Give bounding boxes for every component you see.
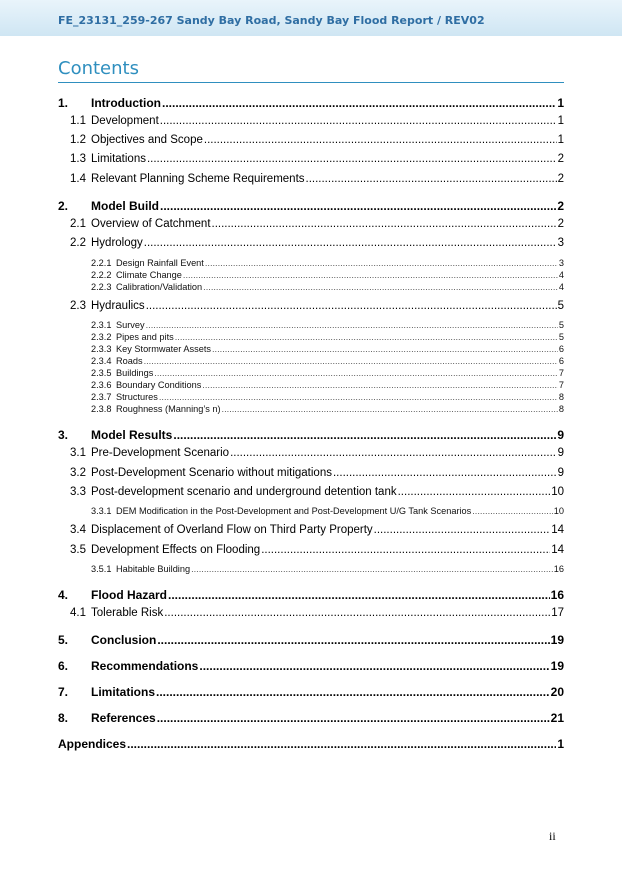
toc-entry[interactable] [70, 173, 564, 185]
toc-dot-leader [168, 588, 550, 602]
toc-entry-page: 2 [557, 153, 564, 165]
toc-entry-number: 3.3.1 [91, 506, 112, 516]
toc-entry-number: 1.3 [70, 153, 86, 165]
toc-entry-label: Overview of Catchment [91, 218, 211, 230]
toc-entry-label: Hydraulics [91, 300, 145, 312]
toc-dot-leader [374, 524, 551, 536]
toc-entry-number: 1.4 [70, 173, 86, 185]
toc-entry-number: 2.2.1 [91, 258, 112, 268]
toc-dot-leader [144, 356, 558, 366]
toc-dot-leader [162, 96, 556, 110]
toc-entry-number: 1.1 [70, 115, 86, 127]
toc-entry-label: Post-Development Scenario without mitigations [91, 467, 332, 479]
toc-entry[interactable] [58, 96, 564, 110]
toc-dot-leader [159, 392, 558, 402]
toc-entry[interactable] [70, 607, 564, 619]
toc-entry[interactable] [58, 588, 564, 602]
toc-entry[interactable] [91, 564, 564, 574]
toc-dot-leader [157, 711, 550, 725]
toc-entry-label: DEM Modification in the Post-Development and Post-Development U/G Tank Scenarios [116, 506, 472, 516]
toc-entry-number: 2.2.3 [91, 282, 112, 292]
toc-entry-label: Buildings [116, 368, 154, 378]
toc-entry[interactable] [91, 270, 564, 280]
toc-dot-leader [147, 153, 557, 165]
toc-entry[interactable] [70, 218, 564, 230]
toc-entry-number: 2.3.2 [91, 332, 112, 342]
toc-entry-label: Displacement of Overland Flow on Third Party Property [91, 524, 373, 536]
toc-entry-number: 4.1 [70, 607, 86, 619]
toc-entry-page: 2 [557, 199, 564, 213]
toc-entry-number: 7. [58, 685, 69, 699]
toc-entry-page: 19 [550, 633, 564, 647]
toc-entry[interactable] [70, 115, 564, 127]
toc-dot-leader [191, 564, 553, 574]
toc-dot-leader [154, 368, 558, 378]
toc-entry[interactable] [58, 199, 564, 213]
toc-entry[interactable] [91, 392, 564, 402]
toc-entry-number: 2.3.7 [91, 392, 112, 402]
toc-entry-page: 7 [558, 380, 564, 390]
toc-entry[interactable] [70, 544, 564, 556]
toc-entry[interactable] [91, 404, 564, 414]
toc-dot-leader [156, 685, 550, 699]
toc-entry-page: 21 [550, 711, 564, 725]
toc-entry-label: References [91, 711, 156, 725]
toc-dot-leader [212, 218, 557, 230]
toc-entry-page: 9 [557, 467, 564, 479]
toc-entry-label: Tolerable Risk [91, 607, 164, 619]
page-number: ii [549, 829, 556, 843]
toc-entry-page: 19 [550, 659, 564, 673]
toc-dot-leader [212, 344, 558, 354]
toc-entry-label: Structures [116, 392, 158, 402]
toc-entry-number: 3.5 [70, 544, 86, 556]
toc-entry-number: 3.4 [70, 524, 86, 536]
toc-dot-leader [146, 320, 558, 330]
toc-dot-leader [472, 506, 553, 516]
toc-dot-leader [160, 199, 556, 213]
toc-entry-label: Model Results [91, 428, 173, 442]
toc-entry-label: Pre-Development Scenario [91, 447, 230, 459]
toc-entry-page: 10 [551, 486, 564, 498]
toc-entry[interactable] [58, 685, 564, 699]
toc-entry[interactable] [70, 524, 564, 536]
toc-entry-label: Boundary Conditions [116, 380, 202, 390]
toc-entry-number: 2.3.5 [91, 368, 112, 378]
toc-entry-page: 16 [550, 588, 564, 602]
toc-entry-label: Development Effects on Flooding [91, 544, 261, 556]
toc-entry[interactable] [70, 447, 564, 459]
toc-entry-label: Hydrology [91, 237, 143, 249]
toc-entry-page: 6 [558, 344, 564, 354]
toc-entry-label: Flood Hazard [91, 588, 168, 602]
toc-entry-number: 2.1 [70, 218, 86, 230]
toc-entry[interactable] [70, 300, 564, 312]
toc-entry-label: Model Build [91, 199, 159, 213]
toc-entry-page: 14 [551, 524, 564, 536]
toc-entry-label: Objectives and Scope [91, 134, 203, 146]
toc-entry-page: 1 [557, 737, 564, 751]
toc-entry[interactable] [91, 258, 564, 268]
toc-dot-leader [199, 659, 549, 673]
toc-entry-page: 20 [550, 685, 564, 699]
toc-entry-number: 3.5.1 [91, 564, 112, 574]
toc-entry-number: 2.3.1 [91, 320, 112, 330]
toc-entry-number: 1. [58, 96, 69, 110]
toc-entry-number: 2.3.4 [91, 356, 112, 366]
toc-entry-page: 1 [557, 134, 564, 146]
toc-entry-label: Conclusion [91, 633, 157, 647]
toc-entry-number: 2.2 [70, 237, 86, 249]
toc-entry-number: 3. [58, 428, 69, 442]
toc-entry[interactable] [58, 711, 564, 725]
toc-entry-label: Survey [116, 320, 145, 330]
toc-entry[interactable] [70, 134, 564, 146]
toc-dot-leader [173, 428, 556, 442]
toc-entry-page: 5 [557, 300, 564, 312]
toc-entry-label: Limitations [91, 153, 146, 165]
toc-entry[interactable] [91, 380, 564, 390]
toc-entry[interactable] [91, 356, 564, 366]
toc-entry-page: 4 [558, 270, 564, 280]
toc-entry[interactable] [91, 320, 564, 330]
toc-dot-leader [205, 258, 558, 268]
toc-entry-page: 5 [558, 320, 564, 330]
toc-dot-leader [160, 115, 557, 127]
toc-entry[interactable] [70, 237, 564, 249]
toc-entry-page: 3 [558, 258, 564, 268]
toc-dot-leader [333, 467, 557, 479]
toc-entry-page: 2 [557, 218, 564, 230]
toc-entry[interactable] [58, 737, 564, 751]
toc-entry-number: 4. [58, 588, 69, 602]
toc-entry-page: 5 [558, 332, 564, 342]
toc-dot-leader [183, 270, 558, 280]
toc-dot-leader [398, 486, 551, 498]
toc-entry-number: 3.1 [70, 447, 86, 459]
toc-entry-label: Limitations [91, 685, 156, 699]
contents-heading: Contents [58, 58, 139, 79]
toc-entry[interactable] [91, 332, 564, 342]
toc-dot-leader [157, 633, 549, 647]
toc-entry[interactable] [91, 344, 564, 354]
toc-entry-page: 10 [553, 506, 564, 516]
toc-entry[interactable] [70, 153, 564, 165]
toc-entry-number: 8. [58, 711, 69, 725]
toc-entry-label: Introduction [91, 96, 161, 110]
toc-dot-leader [261, 544, 550, 556]
toc-entry-page: 1 [557, 96, 564, 110]
toc-entry-page: 6 [558, 356, 564, 366]
toc-entry[interactable] [70, 486, 564, 498]
toc-dot-leader [222, 404, 558, 414]
toc-dot-leader [202, 380, 558, 390]
toc-entry-page: 7 [558, 368, 564, 378]
toc-entry[interactable] [91, 506, 564, 516]
toc-entry-page: 8 [558, 404, 564, 414]
toc-dot-leader [203, 282, 558, 292]
toc-dot-leader [127, 737, 556, 751]
toc-dot-leader [175, 332, 558, 342]
toc-entry-label: Development [91, 115, 159, 127]
toc-dot-leader [146, 300, 557, 312]
toc-entry[interactable] [91, 282, 564, 292]
toc-entry-label: Post-development scenario and underground detention tank [91, 486, 397, 498]
toc-entry-label: Pipes and pits [116, 332, 174, 342]
toc-entry-label: Relevant Planning Scheme Requirements [91, 173, 305, 185]
toc-entry-page: 2 [557, 173, 564, 185]
toc-entry-label: Design Rainfall Event [116, 258, 204, 268]
toc-entry-label: Appendices [58, 737, 127, 751]
toc-entry-page: 14 [551, 544, 564, 556]
toc-entry-label: Recommendations [91, 659, 199, 673]
toc-entry-page: 4 [558, 282, 564, 292]
toc-entry-number: 2.3.6 [91, 380, 112, 390]
toc-entry-page: 17 [551, 607, 564, 619]
toc-dot-leader [164, 607, 550, 619]
toc-entry[interactable] [70, 467, 564, 479]
toc-entry-number: 2.3.3 [91, 344, 112, 354]
toc-entry-label: Habitable Building [116, 564, 191, 574]
toc-entry-page: 16 [553, 564, 564, 574]
toc-entry-page: 9 [557, 447, 564, 459]
toc-entry-number: 3.2 [70, 467, 86, 479]
toc-entry-label: Roads [116, 356, 143, 366]
toc-dot-leader [230, 447, 557, 459]
toc-entry-label: Key Stormwater Assets [116, 344, 211, 354]
toc-entry-label: Calibration/Validation [116, 282, 203, 292]
toc-entry-number: 2.3.8 [91, 404, 112, 414]
toc-entry-page: 9 [557, 428, 564, 442]
toc-entry[interactable] [58, 633, 564, 647]
toc-dot-leader [144, 237, 557, 249]
toc-entry-number: 2.2.2 [91, 270, 112, 280]
toc-entry-label: Roughness (Manning’s n) [116, 404, 221, 414]
toc-entry-number: 3.3 [70, 486, 86, 498]
toc-entry-page: 8 [558, 392, 564, 402]
toc-entry-number: 5. [58, 633, 69, 647]
toc-entry-number: 1.2 [70, 134, 86, 146]
toc-entry[interactable] [58, 428, 564, 442]
toc-entry-label: Climate Change [116, 270, 182, 280]
toc-entry[interactable] [58, 659, 564, 673]
toc-entry-page: 3 [557, 237, 564, 249]
toc-entry-number: 2.3 [70, 300, 86, 312]
toc-entry-number: 6. [58, 659, 69, 673]
toc-dot-leader [306, 173, 557, 185]
report-header-title: FE_23131_259-267 Sandy Bay Road, Sandy Bay Flood Report / REV02 [58, 14, 485, 27]
toc-entry-number: 2. [58, 199, 69, 213]
toc-entry-page: 1 [557, 115, 564, 127]
toc-dot-leader [204, 134, 557, 146]
toc-entry[interactable] [91, 368, 564, 378]
